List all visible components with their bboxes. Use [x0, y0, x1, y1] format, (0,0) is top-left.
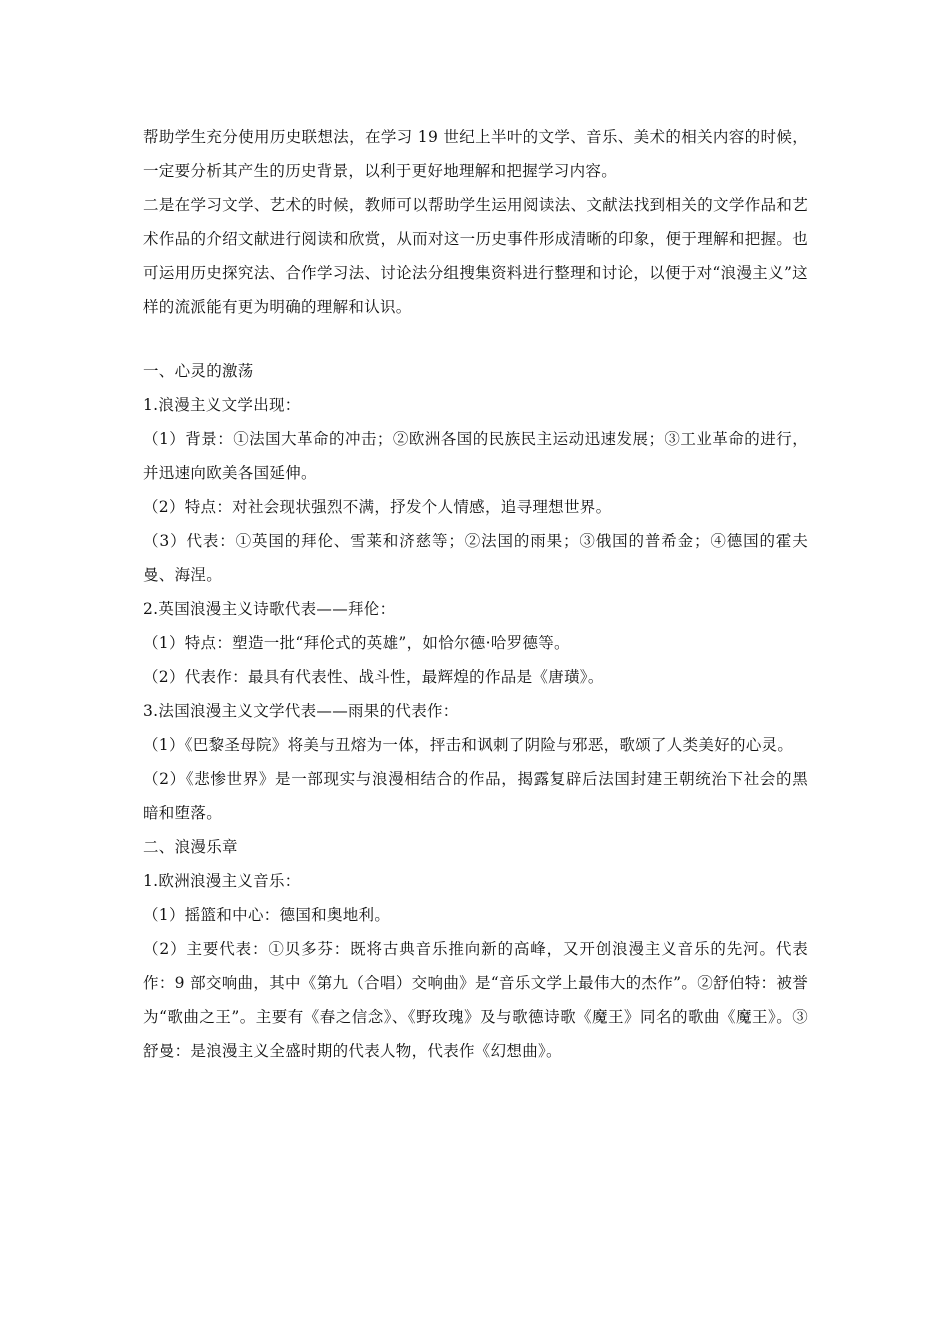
section2-sub1-heading: 1.欧洲浪漫主义音乐：: [143, 872, 301, 890]
section2-sub1-item2: （2）主要代表：①贝多芬：既将古典音乐推向新的高峰，又开创浪漫主义音乐的先河。代表作：9 部交响曲，其中《第九（合唱）交响曲》是“音乐文学上最伟大的杰作”。②舒伯特：被誉为“歌曲之王”。主要有《春之信念》、《野玫瑰》及与歌德诗歌《魔王》同名的歌曲《魔王》。③舒曼：是浪漫主义全盛时期的代表人物，代表作《幻想曲》。: [143, 940, 808, 1060]
intro-paragraph-2: 二是在学习文学、艺术的时候，教师可以帮助学生运用阅读法、文献法找到相关的文学作品和艺术作品的介绍文献进行阅读和欣赏，从而对这一历史事件形成清晰的印象，便于理解和把握。也可运用历史探究法、合作学习法、讨论法分组搜集资料进行整理和讨论，以便于对“浪漫主义”这样的流派能有更为明确的理解和认识。: [143, 196, 808, 316]
section1-sub1-item2: （2）特点：对社会现状强烈不满，抒发个人情感，追寻理想世界。: [143, 498, 612, 516]
section2-sub1-item1: （1）摇篮和中心：德国和奥地利。: [143, 906, 391, 924]
section2-heading: 二、浪漫乐章: [143, 838, 238, 856]
section1-sub2-heading: 2.英国浪漫主义诗歌代表——拜伦：: [143, 600, 396, 618]
section1-sub3-heading: 3.法国浪漫主义文学代表——雨果的代表作：: [143, 702, 459, 720]
section1-sub1-heading: 1.浪漫主义文学出现：: [143, 396, 301, 414]
section1-heading: 一、心灵的激荡: [143, 362, 254, 380]
section1-sub1-item3: （3）代表：①英国的拜伦、雪莱和济慈等；②法国的雨果；③俄国的普希金；④德国的霍夫曼、海涅。: [143, 532, 808, 584]
section1-sub2-item1: （1）特点：塑造一批“拜伦式的英雄”，如恰尔德·哈罗德等。: [143, 634, 570, 652]
section1-sub3-item1: （1）《巴黎圣母院》将美与丑熔为一体，抨击和讽刺了阴险与邪恶，歌颂了人类美好的心灵。: [143, 736, 794, 754]
document-body: [143, 120, 808, 1068]
intro-paragraph-1: 帮助学生充分使用历史联想法，在学习 19 世纪上半叶的文学、音乐、美术的相关内容的时候，一定要分析其产生的历史背景，以利于更好地理解和把握学习内容。: [143, 128, 808, 180]
section1-sub1-item1: （1）背景：①法国大革命的冲击；②欧洲各国的民族民主运动迅速发展；③工业革命的进行，并迅速向欧美各国延伸。: [143, 430, 808, 482]
spacer: [143, 324, 808, 354]
section1-sub3-item2: （2）《悲惨世界》是一部现实与浪漫相结合的作品，揭露复辟后法国封建王朝统治下社会的黑暗和堕落。: [143, 770, 808, 822]
section1-sub2-item2: （2）代表作：最具有代表性、战斗性，最辉煌的作品是《唐璜》。: [143, 668, 604, 686]
